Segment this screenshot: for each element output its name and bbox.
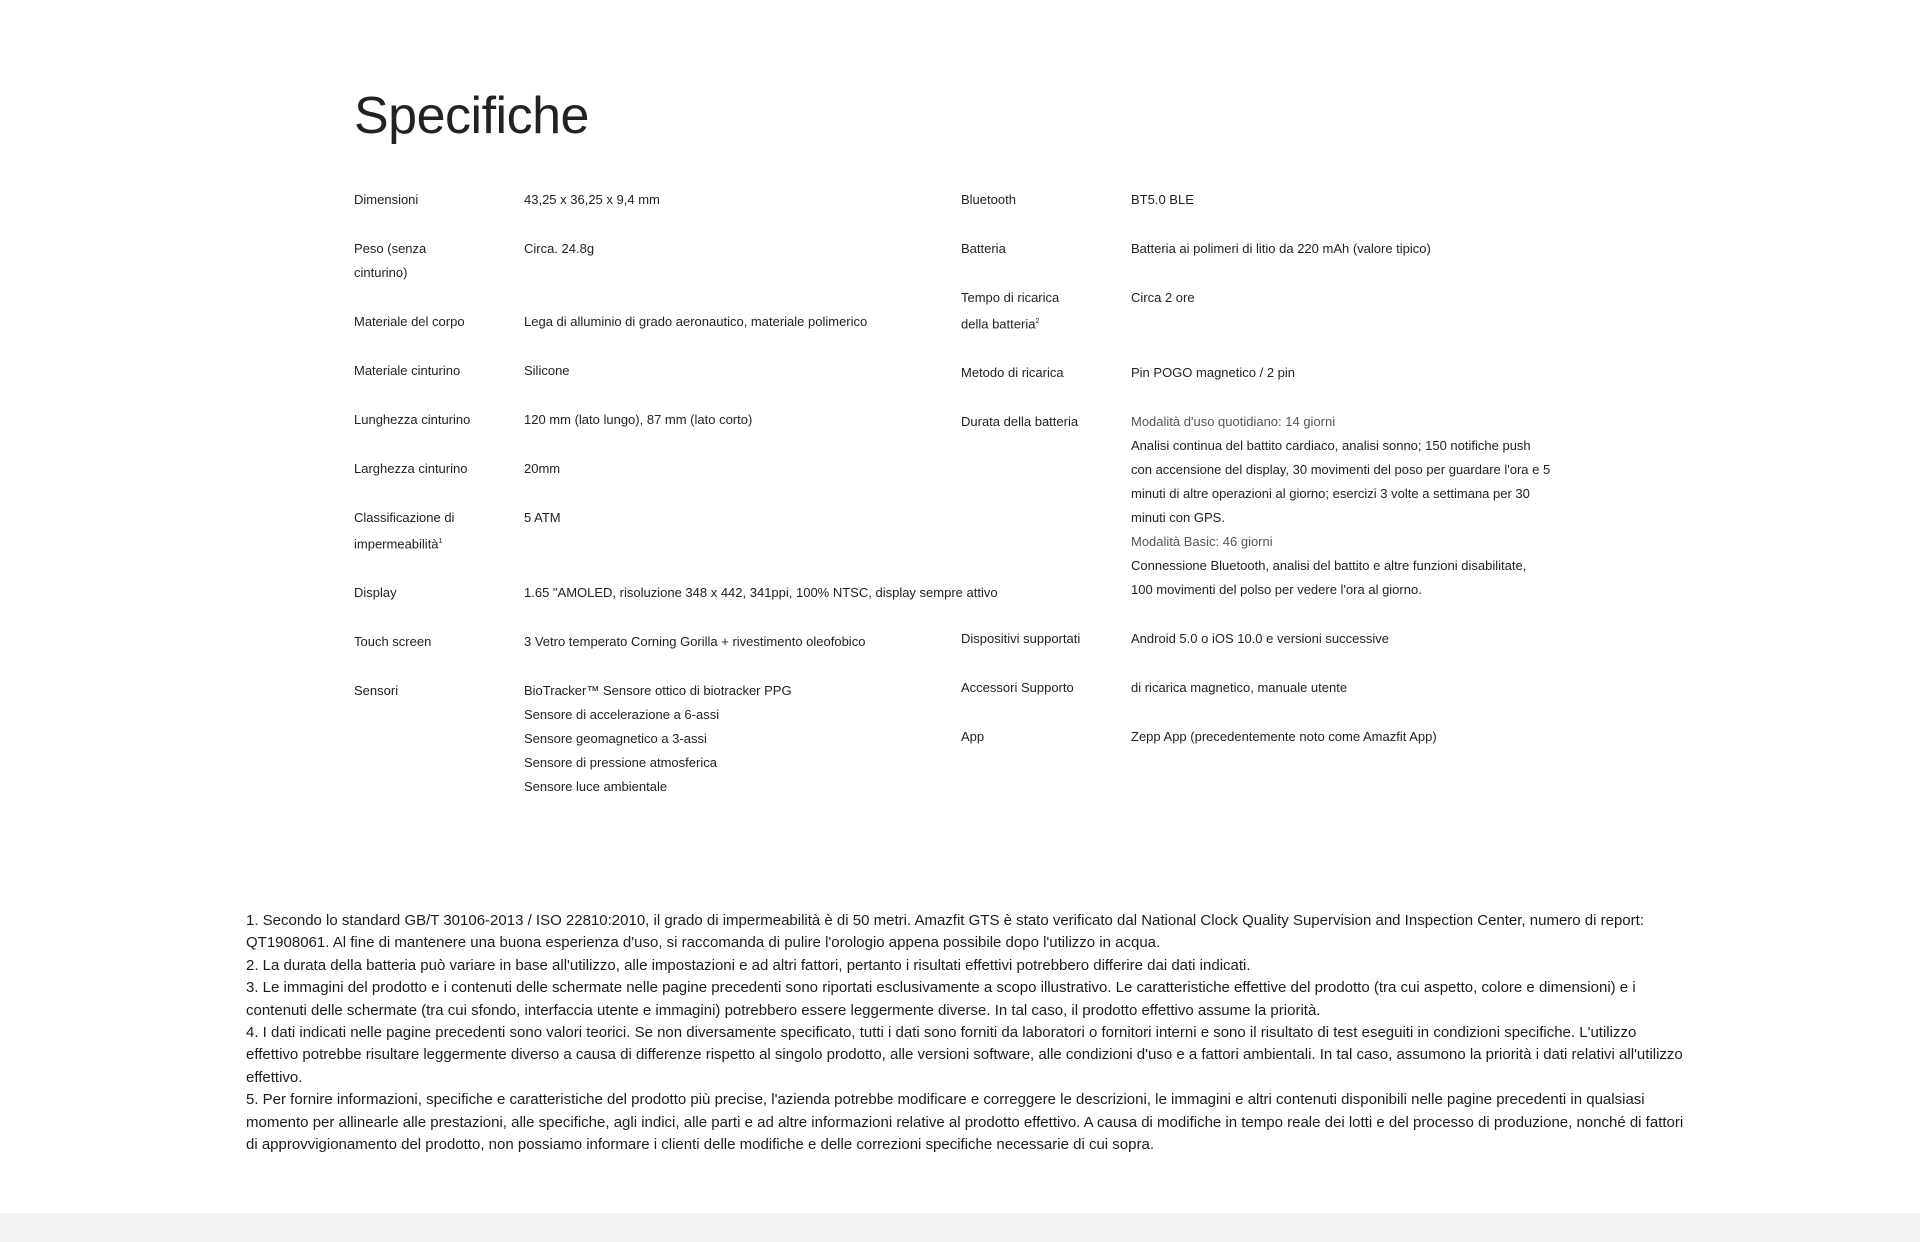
footnote-ref: 1 bbox=[438, 538, 443, 545]
spec-row bbox=[961, 725, 1571, 749]
spec-label-line: Larghezza cinturino bbox=[354, 461, 468, 476]
spec-label bbox=[961, 237, 1131, 261]
spec-row bbox=[961, 410, 1571, 602]
spec-value bbox=[1131, 725, 1571, 749]
specs-right-column bbox=[961, 188, 1571, 774]
footnotes bbox=[246, 910, 1686, 1156]
battery-life-value bbox=[1131, 410, 1551, 602]
spec-label-line: Display bbox=[354, 585, 397, 601]
battery-mode-basic-desc: Connessione Bluetooth, analisi del battito e altre funzioni disabilitate, 100 movimenti del polso per vedere l'ora al giorno. bbox=[1131, 558, 1527, 598]
spec-row bbox=[961, 676, 1571, 700]
spec-value-line: Sensore di pressione atmosferica bbox=[524, 755, 717, 771]
spec-label bbox=[354, 457, 524, 481]
spec-value bbox=[524, 359, 964, 383]
spec-label bbox=[961, 361, 1131, 385]
spec-label-line: Touch screen bbox=[354, 634, 432, 650]
spec-value-line: Batteria ai polimeri di litio da 220 mAh (valore tipico) bbox=[1131, 241, 1431, 256]
spec-value bbox=[1131, 676, 1571, 700]
spec-label bbox=[961, 188, 1131, 212]
spec-label bbox=[354, 188, 524, 212]
spec-value bbox=[524, 581, 998, 605]
spec-value-line: BioTracker™ Sensore ottico di biotracker PPG bbox=[524, 683, 792, 699]
spec-value-line: BT5.0 BLE bbox=[1131, 192, 1194, 207]
spec-row bbox=[354, 630, 964, 654]
spec-label-line: cinturino) bbox=[354, 265, 408, 280]
spec-label bbox=[354, 237, 524, 285]
spec-label-line: Materiale cinturino bbox=[354, 363, 461, 378]
spec-label bbox=[354, 408, 524, 432]
battery-mode-basic: Modalità Basic: 46 giorni bbox=[1131, 534, 1273, 550]
spec-value-line: Zepp App (precedentemente noto come Amazfit App) bbox=[1131, 729, 1437, 745]
spec-label bbox=[961, 627, 1131, 651]
footnote: 1. Secondo lo standard GB/T 30106-2013 / ISO 22810:2010, il grado di impermeabilità è di 50 metri. Amazfit GTS è stato verificato dal National Clock Quality Supervision and Inspection Center, numero di report: QT1908061. Al fine di mantenere una buona esperienza d'uso, si raccomanda di pulire l'orologio appena possibile dopo l'utilizzo in acqua. bbox=[246, 912, 1644, 952]
spec-label bbox=[961, 725, 1131, 749]
spec-label bbox=[354, 506, 524, 556]
spec-label-line: Sensori bbox=[354, 683, 399, 699]
spec-value-line: Circa 2 ore bbox=[1131, 290, 1195, 305]
spec-label-line: Metodo di ricarica bbox=[961, 365, 1064, 381]
spec-row bbox=[354, 310, 964, 334]
footnote: 2. La durata della batteria può variare in base all'utilizzo, alle impostazioni e ad altri fattori, pertanto i risultati effettivi potrebbero differire dai dati indicati. bbox=[246, 956, 1251, 974]
spec-value bbox=[1131, 627, 1571, 651]
spec-row bbox=[961, 237, 1571, 261]
footnote: 5. Per fornire informazioni, specifiche e caratteristiche del prodotto più precise, l'azienda potrebbe modificare e correggere le descrizioni, le immagini e altri contenuti disponibili nelle pagine precedenti in qualsiasi momento per allinearle alle prestazioni, alle specifiche, agli indici, alle parti e ad altre informazioni relative al prodotto effettivo. A causa di modifiche in tempo reale dei lotti e del processo di produzione, nonché di fattori di approvvigionamento del prodotto, non possiamo informare i clienti delle modifiche e delle correzioni specifiche necessarie di cui sopra. bbox=[246, 1091, 1684, 1154]
spec-value bbox=[1131, 237, 1571, 261]
spec-row bbox=[354, 506, 964, 556]
spec-row bbox=[961, 627, 1571, 651]
page-title: Specifiche bbox=[354, 87, 589, 145]
spec-label bbox=[354, 581, 524, 605]
spec-value bbox=[524, 630, 964, 654]
spec-value-line: di ricarica magnetico, manuale utente bbox=[1131, 680, 1348, 696]
spec-value bbox=[524, 679, 964, 799]
spec-value-line: 3 Vetro temperato Corning Gorilla + rivestimento oleofobico bbox=[524, 634, 866, 650]
spec-value-line: 120 mm (lato lungo), 87 mm (lato corto) bbox=[524, 412, 753, 427]
spec-label-line: Tempo di ricarica bbox=[961, 290, 1060, 305]
spec-row bbox=[354, 457, 964, 481]
spec-value-line: Sensore geomagnetico a 3-assi bbox=[524, 731, 707, 747]
spec-label bbox=[961, 286, 1131, 336]
spec-label bbox=[961, 676, 1131, 700]
spec-row bbox=[961, 286, 1571, 336]
spec-value-line: Silicone bbox=[524, 363, 570, 378]
spec-value-line: Lega di alluminio di grado aeronautico, materiale polimerico bbox=[524, 314, 868, 329]
spec-row bbox=[354, 581, 998, 605]
spec-label-line: Lunghezza cinturino bbox=[354, 412, 471, 427]
spec-label-line: Bluetooth bbox=[961, 192, 1016, 207]
spec-label bbox=[354, 630, 524, 654]
spec-label-line: impermeabilità$^1$ bbox=[354, 536, 443, 552]
footnote: 4. I dati indicati nelle pagine precedenti sono valori teorici. Se non diversamente specificato, tutti i dati sono forniti da laboratori o fornitori interni e sono il risultato di test eseguiti in condizioni specifiche. L'utilizzo effettivo potrebbe risultare leggermente diverso a causa di differenze rispetto al singolo prodotto, alle versioni software, alle condizioni d'uso e a fattori ambientali. In tal caso, assumono la priorità i dati relativi all'utilizzo effettivo. bbox=[246, 1024, 1683, 1086]
footnote: 3. Le immagini del prodotto e i contenuti delle schermate nelle pagine precedenti sono riportati esclusivamente a scopo illustrativo. Le caratteristiche effettive del prodotto (tra cui aspetto, colore e dimensioni) e i contenuti delle schermate (tra cui sfondo, interfaccia utente e immagini) potrebbero essere leggermente diverse. In tal caso, il prodotto effettivo assume la priorità. bbox=[246, 979, 1636, 1019]
spec-value-line: 20mm bbox=[524, 461, 561, 476]
spec-value-line: Sensore di accelerazione a 6-assi bbox=[524, 707, 720, 723]
spec-value bbox=[1131, 286, 1571, 336]
spec-label-line: App bbox=[961, 729, 985, 745]
spec-label-line: Accessori Supporto bbox=[961, 680, 1074, 696]
spec-value-line: Android 5.0 o iOS 10.0 e versioni successive bbox=[1131, 631, 1389, 647]
spec-label-line: Batteria bbox=[961, 241, 1006, 256]
spec-value bbox=[524, 310, 964, 334]
spec-label-line: Classificazione di bbox=[354, 510, 455, 525]
spec-value bbox=[524, 237, 964, 285]
spec-value bbox=[1131, 361, 1571, 385]
spec-label bbox=[354, 359, 524, 383]
spec-label bbox=[354, 310, 524, 334]
spec-label bbox=[354, 679, 524, 799]
spec-value bbox=[524, 188, 964, 212]
spec-label bbox=[961, 410, 1131, 602]
battery-mode-daily: Modalità d'uso quotidiano: 14 giorni bbox=[1131, 414, 1336, 430]
footer-band bbox=[0, 1213, 1920, 1242]
spec-row bbox=[354, 679, 964, 799]
spec-value bbox=[524, 408, 964, 432]
spec-value-line: 5 ATM bbox=[524, 510, 561, 525]
spec-value-line: 1.65 "AMOLED, risoluzione 348 x 442, 341ppi, 100% NTSC, display sempre attivo bbox=[524, 585, 998, 601]
spec-label-line: Peso (senza bbox=[354, 241, 427, 256]
spec-label-line: Durata della batteria bbox=[961, 414, 1079, 430]
spec-label-line: della batteria$^2$ bbox=[961, 316, 1040, 332]
battery-mode-daily-desc: Analisi continua del battito cardiaco, analisi sonno; 150 notifiche push con accensione del display, 30 movimenti del poso per guardare l'ora e 5 minuti di altre operazioni al giorno; esercizi 3 volte a settimana per 30 minuti con GPS. bbox=[1131, 438, 1551, 526]
spec-value-line: 43,25 x 36,25 x 9,4 mm bbox=[524, 192, 660, 207]
spec-row bbox=[354, 359, 964, 383]
footnote-ref: 2 bbox=[1035, 318, 1040, 325]
spec-label-line: Materiale del corpo bbox=[354, 314, 465, 329]
spec-value bbox=[1131, 188, 1571, 212]
spec-row bbox=[961, 188, 1571, 212]
spec-label-line: Dispositivi supportati bbox=[961, 631, 1081, 647]
spec-value-line: Circa. 24.8g bbox=[524, 241, 595, 256]
spec-value bbox=[524, 457, 964, 481]
spec-value-line: Sensore luce ambientale bbox=[524, 779, 668, 795]
spec-value bbox=[524, 506, 964, 556]
spec-label-line: Dimensioni bbox=[354, 192, 419, 207]
spec-row bbox=[961, 361, 1571, 385]
spec-value-line: Pin POGO magnetico / 2 pin bbox=[1131, 365, 1296, 381]
spec-row bbox=[354, 188, 964, 212]
spec-row bbox=[354, 237, 964, 285]
spec-row bbox=[354, 408, 964, 432]
